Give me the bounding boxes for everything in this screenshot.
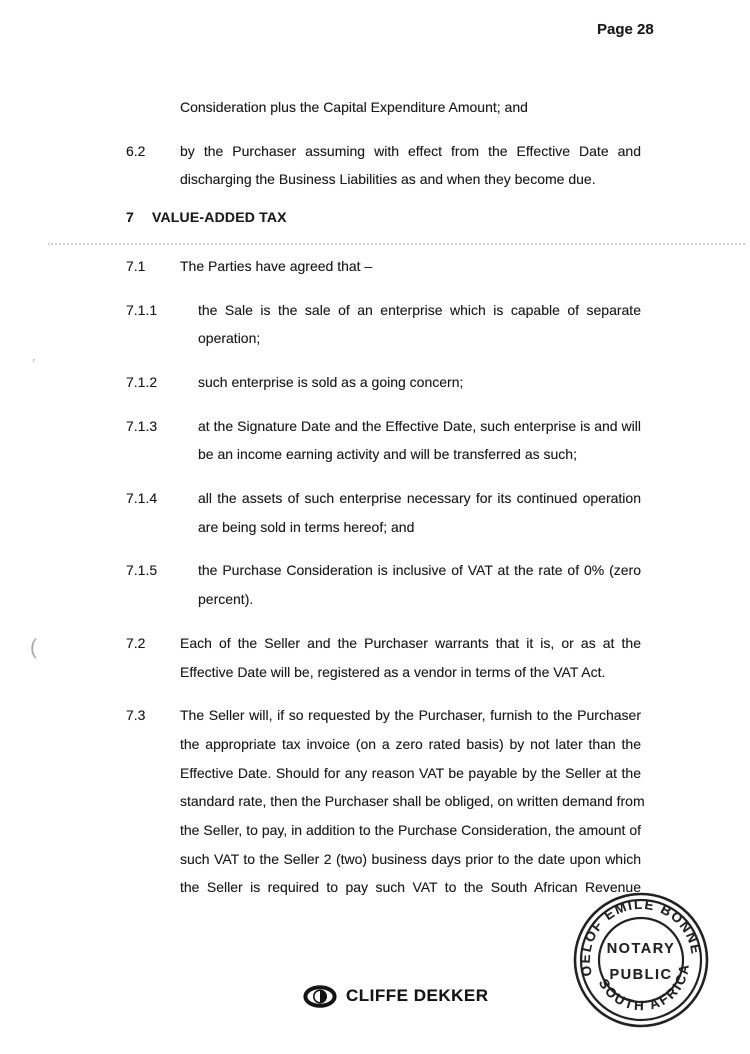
clause-line: by the Purchaser assuming with effect from the Effective Date and (180, 142, 641, 159)
clause (126, 556, 641, 613)
clause (126, 484, 641, 541)
clause-line: The Parties have agreed that – (180, 257, 373, 274)
stamp-arc-top-text: ROELOF EMILE BONNET (577, 896, 704, 978)
clause-line: Consideration plus the Capital Expenditure Amount; and (180, 99, 528, 115)
clause-line: be an income earning activity and will be transferred as such; (198, 446, 577, 463)
scan-artifact: ( (30, 636, 37, 659)
clause-number: 7.1.1 (126, 301, 158, 318)
clause (126, 368, 641, 397)
clause-line: Effective Date. Should for any reason VAT be payable by the Seller at the (180, 764, 641, 781)
clause-number: 7.1.4 (126, 490, 158, 507)
clause-text (198, 556, 641, 613)
scan-artifact: ’ (28, 355, 37, 374)
clause-number: 6.2 (126, 142, 146, 159)
clause-line: standard rate, then the Purchaser shall be obliged, on written demand from (180, 793, 645, 810)
stamp-center-line2: PUBLIC (609, 967, 673, 983)
clause-number: 7 (126, 209, 134, 226)
clause-text (180, 629, 641, 686)
clause-text (198, 484, 641, 541)
clause (126, 137, 641, 194)
clause-text (198, 368, 641, 397)
clause-text (180, 252, 641, 281)
stamp-center-line1: NOTARY (606, 941, 676, 957)
page-number: Page 28 (597, 21, 654, 38)
clause-number: 7.1.5 (126, 562, 158, 579)
clause-line: Each of the Seller and the Purchaser warrants that it is, or as at the (180, 634, 641, 651)
clause-line: are being sold in terms hereof; and (198, 518, 415, 535)
clause-text (198, 296, 641, 353)
clause-line: VALUE-ADDED TAX (152, 209, 287, 226)
firm-logo-text: CLIFFE DEKKER (346, 986, 489, 1005)
clause (126, 296, 641, 353)
clause-number: 7.1 (126, 257, 146, 274)
clause (126, 629, 641, 686)
clause-text (198, 412, 641, 469)
cliffe-dekker-eye-icon (303, 985, 337, 1008)
clause (126, 203, 641, 232)
clause-line: such VAT to the Seller 2 (two) business days prior to the date upon which (180, 850, 641, 867)
clause-line: discharging the Business Liabilities as and when they become due. (180, 171, 596, 188)
clause-line: percent). (198, 591, 254, 608)
clause-line: such enterprise is sold as a going concern; (198, 373, 464, 390)
firm-logo (303, 984, 489, 1008)
clause-number: 7.2 (126, 634, 146, 651)
clause-line: Effective Date will be, registered as a vendor in terms of the VAT Act. (180, 663, 606, 680)
clause-line: at the Signature Date and the Effective Date, such enterprise is and will (198, 417, 641, 434)
stamp-arc-bottom-text: SOUTH AFRICA (595, 961, 693, 1014)
clause-line: the Sale is the sale of an enterprise which is capable of separate (198, 301, 641, 318)
clause (126, 412, 641, 469)
clause-text (180, 137, 641, 194)
clause-text (180, 701, 645, 902)
clause (126, 252, 641, 281)
clause-line: The Seller will, if so requested by the Purchaser, furnish to the Purchaser (180, 707, 641, 724)
clause-text (152, 203, 641, 232)
clause-number: 7.3 (126, 707, 146, 724)
clause-line: the Seller, to pay, in addition to the Purchase Consideration, the amount of (180, 822, 641, 839)
clause-line: operation; (198, 330, 261, 347)
clause-line: the Purchase Consideration is inclusive of VAT at the rate of 0% (zero (198, 562, 641, 579)
notary-stamp (561, 880, 721, 1040)
clause-line: all the assets of such enterprise necessary for its continued operation (198, 490, 641, 507)
clause (126, 93, 641, 122)
clause (126, 701, 645, 902)
clause-number: 7.1.3 (126, 417, 158, 434)
document-body (126, 93, 645, 917)
clause-text (180, 93, 641, 122)
clause-number: 7.1.2 (126, 373, 158, 390)
clause-line: the appropriate tax invoice (on a zero rated basis) by not later than the (180, 735, 641, 752)
clause-line: the Seller is required to pay such VAT to the South African Revenue (180, 879, 641, 896)
